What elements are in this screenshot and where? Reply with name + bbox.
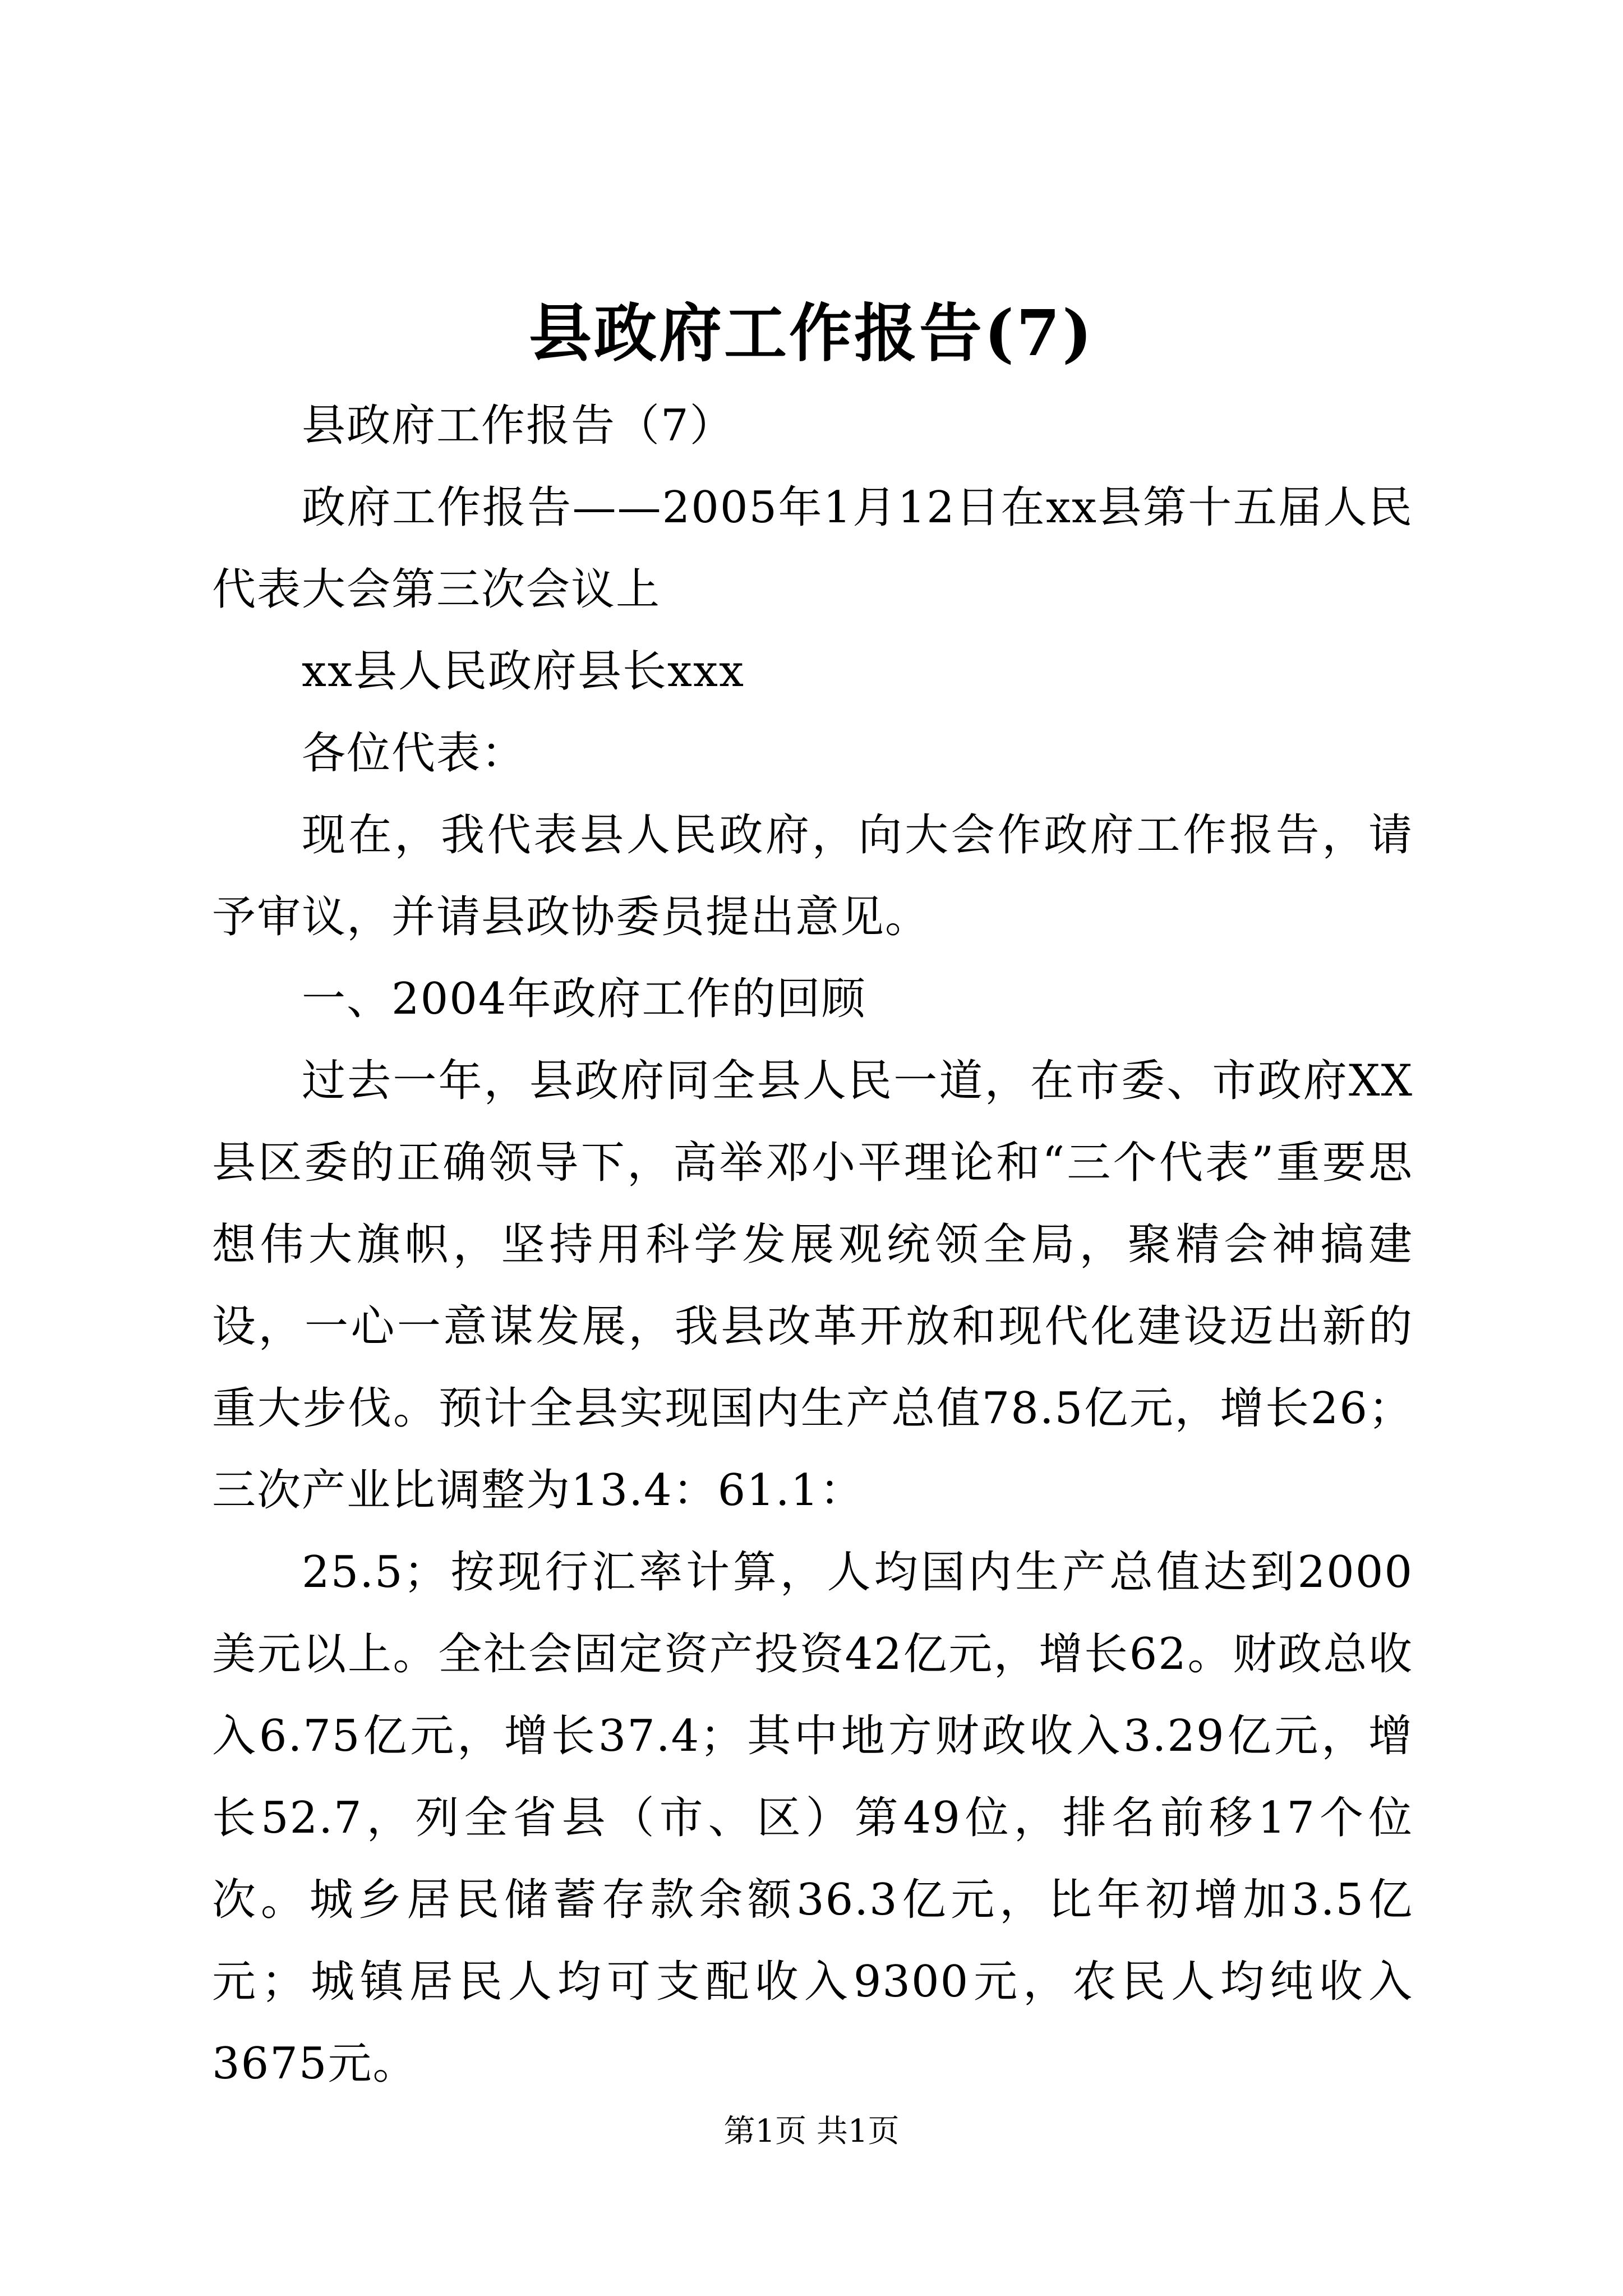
page-footer: 第1页 共1页 <box>723 2113 900 2150</box>
paragraph-opening: 现在，我代表县人民政府，向大会作政府工作报告，请予审议，并请县政协委员提出意见。 <box>212 810 1413 942</box>
document-title: 县政府工作报告(7) <box>529 297 1094 370</box>
paragraph-subtitle: 县政府工作报告（7） <box>302 401 735 451</box>
paragraph-report-occasion: 政府工作报告——2005年1月12日在xx县第十五届人民代表大会第三次会议上 <box>212 482 1413 615</box>
section-heading: 一、2004年政府工作的回顾 <box>302 974 866 1024</box>
document-body <box>212 385 1413 2105</box>
paragraph-review: 过去一年，县政府同全县人民一道，在市委、市政府XX县区委的正确领导下，高举邓小平理论和“三个代表”重要思想伟大旗帜，坚持用科学发展观统领全局，聚精会神搞建设，一心一意谋发展，我县改革开放和现代化建设迈出新的重大步伐。预计全县实现国内生产总值78.5亿元，增长26；三次产业比调整为13.4：61.1： <box>212 1056 1413 1516</box>
paragraph-statistics: 25.5；按现行汇率计算，人均国内生产总值达到2000美元以上。全社会固定资产投资42亿元，增长62。财政总收入6.75亿元，增长37.4；其中地方财政收入3.29亿元，增长52.7，列全省县（市、区）第49位，排名前移17个位次。城乡居民储蓄存款余额36.3亿元，比年初增加3.5亿元；城镇居民人均可支配收入9300元，农民人均纯收入3675元。 <box>212 1547 1413 2089</box>
paragraph-salutation: 各位代表： <box>302 728 527 779</box>
paragraph-speaker: xx县人民政府县长xxx <box>302 646 745 697</box>
